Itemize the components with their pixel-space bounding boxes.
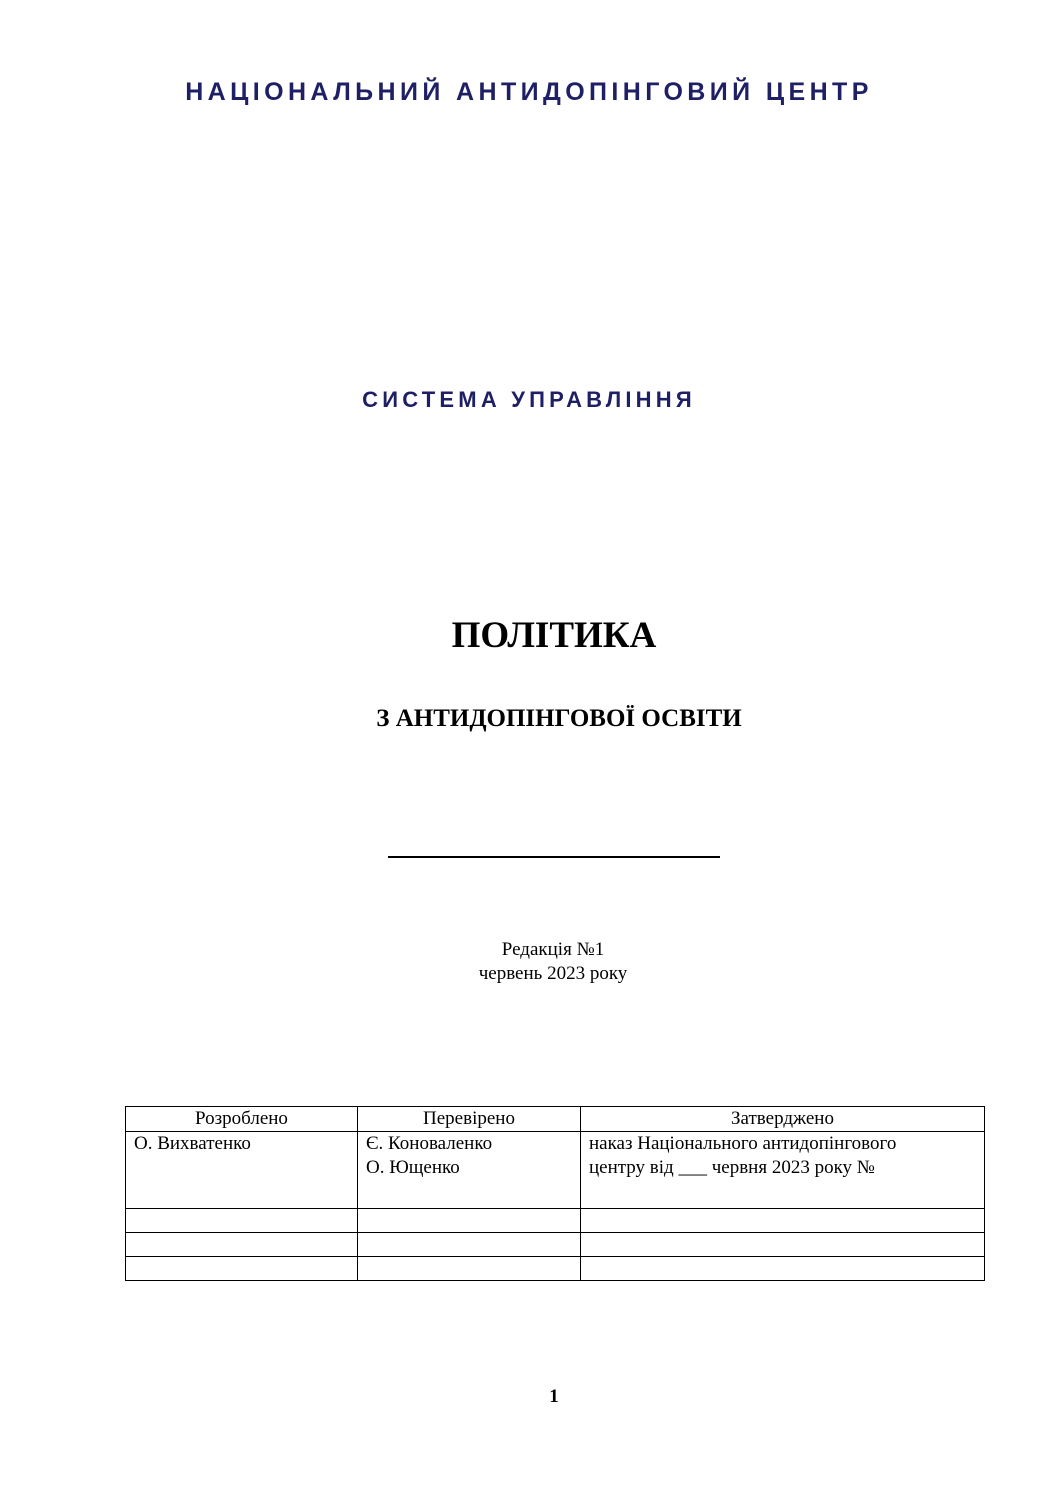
empty-table-row (126, 1257, 985, 1281)
approval-order-line: наказ Національного антидопінгового (589, 1133, 897, 1154)
developer-name: О. Вихватенко (134, 1133, 251, 1154)
separator-line (388, 856, 720, 858)
developed-by-cell (126, 1132, 358, 1209)
approval-order-line: центру від ___ червня 2023 року № (589, 1157, 875, 1178)
organization-header: НАЦІОНАЛЬНИЙ АНТИДОПІНГОВИЙ ЦЕНТР (185, 78, 873, 106)
document-subtitle: З АНТИДОПІНГОВОЇ ОСВІТИ (376, 705, 742, 732)
approved-by-cell (581, 1132, 985, 1209)
empty-table-row (126, 1209, 985, 1233)
table-row (126, 1132, 985, 1209)
checker-name: Є. Коноваленко (366, 1133, 493, 1154)
empty-cell (581, 1257, 985, 1281)
edition-block (0, 938, 1058, 986)
checked-by-cell (358, 1132, 581, 1209)
empty-cell (126, 1209, 358, 1233)
system-title: СИСТЕМА УПРАВЛІННЯ (362, 387, 696, 412)
empty-cell (126, 1257, 358, 1281)
edition-date: червень 2023 року (478, 963, 628, 984)
page-number: 1 (549, 1386, 559, 1407)
approval-table (125, 1106, 985, 1281)
header-developed: Розроблено (126, 1107, 358, 1132)
empty-cell (358, 1233, 581, 1257)
empty-cell (358, 1257, 581, 1281)
document-title: ПОЛІТИКА (451, 615, 657, 656)
header-approved: Затверджено (581, 1107, 985, 1132)
empty-table-row (126, 1233, 985, 1257)
table-header-row (126, 1107, 985, 1132)
empty-cell (358, 1209, 581, 1233)
edition-number: Редакція №1 (501, 939, 605, 960)
empty-cell (581, 1233, 985, 1257)
checker-name: О. Ющенко (366, 1157, 460, 1178)
empty-cell (126, 1233, 358, 1257)
header-checked: Перевірено (358, 1107, 581, 1132)
empty-cell (581, 1209, 985, 1233)
